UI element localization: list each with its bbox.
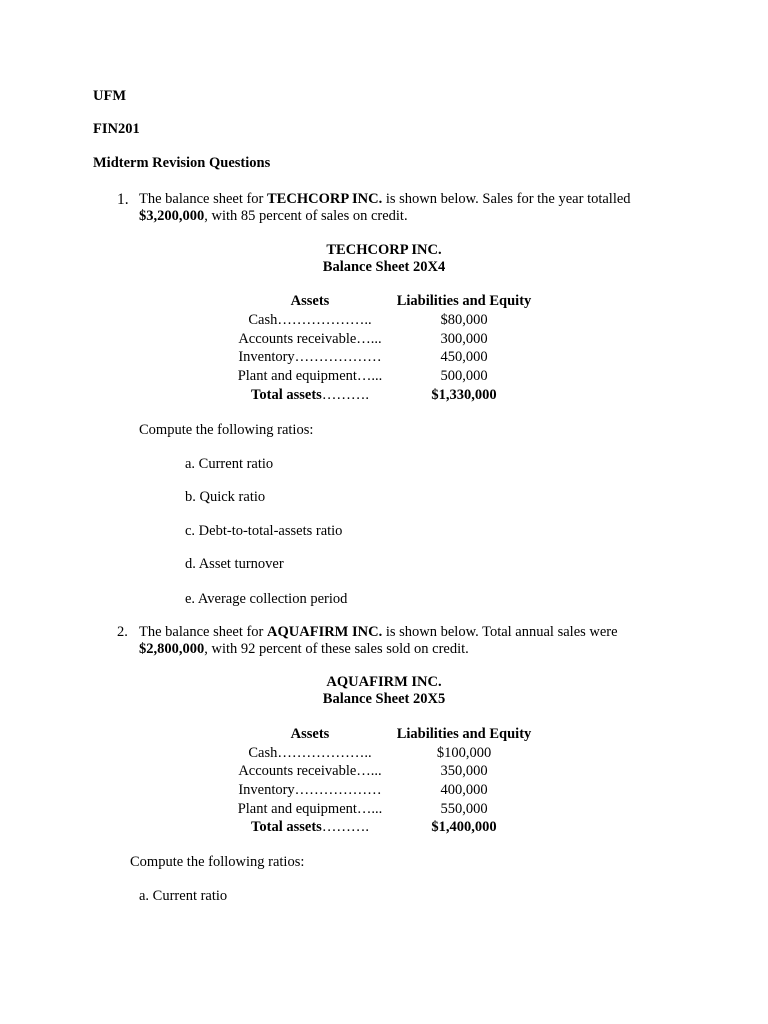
q1-row-label: Accounts receivable…... xyxy=(238,331,382,347)
q1-company: TECHCORP INC. xyxy=(267,191,383,207)
q1-row-value: 450,000 xyxy=(440,349,488,365)
q1-text-post: , with 85 percent of sales on credit. xyxy=(204,208,408,224)
q2-company: AQUAFIRM INC. xyxy=(267,624,383,640)
q2-text-mid: is shown below. Total annual sales were xyxy=(382,624,618,640)
q2-row-value: $100,000 xyxy=(436,745,492,761)
q1-sheet-title: TECHCORP INC. xyxy=(326,242,442,258)
q1-row-label: Plant and equipment…... xyxy=(237,368,383,384)
q2-row-value: 550,000 xyxy=(440,801,488,817)
q1-total-label: Total assets xyxy=(251,387,322,403)
q1-row-label: Cash……………….. xyxy=(248,312,372,328)
q2-amount: $2,800,000 xyxy=(139,641,205,657)
q2-row-label: Accounts receivable…... xyxy=(238,763,382,779)
question-2-number: 2. xyxy=(117,624,128,640)
course-code: FIN201 xyxy=(93,121,140,137)
q1-item: e. Average collection period xyxy=(185,591,348,607)
course-org: UFM xyxy=(93,88,127,104)
q2-item: a. Current ratio xyxy=(139,888,228,904)
document-title: Midterm Revision Questions xyxy=(93,155,271,171)
q1-text-pre: The balance sheet for xyxy=(139,191,268,207)
q1-item: d. Asset turnover xyxy=(185,556,284,572)
q1-col-liabilities: Liabilities and Equity xyxy=(396,293,532,309)
question-1-number: 1. xyxy=(117,191,129,208)
q2-sheet-subtitle: Balance Sheet 20X5 xyxy=(322,691,446,707)
q1-sheet-subtitle: Balance Sheet 20X4 xyxy=(322,259,446,275)
q2-row-label: Plant and equipment…... xyxy=(237,801,383,817)
q2-text-pre: The balance sheet for xyxy=(139,624,268,640)
q1-item: b. Quick ratio xyxy=(185,489,266,505)
q1-item: a. Current ratio xyxy=(185,456,274,472)
q1-row-label: Inventory……………… xyxy=(238,349,382,365)
q1-total-dots: ………. xyxy=(321,387,369,403)
q2-total-row xyxy=(210,819,410,836)
q1-row-value: 500,000 xyxy=(440,368,488,384)
question-1-text xyxy=(139,191,699,225)
q2-total-value: $1,400,000 xyxy=(431,819,497,835)
q2-prompt: Compute the following ratios: xyxy=(130,854,305,870)
q2-col-liabilities: Liabilities and Equity xyxy=(396,726,532,742)
q1-row-value: 300,000 xyxy=(440,331,488,347)
q1-amount: $3,200,000 xyxy=(139,208,205,224)
q2-total-dots: ………. xyxy=(321,819,369,835)
q1-text-mid: is shown below. Sales for the year totalled xyxy=(382,191,631,207)
q1-total-value: $1,330,000 xyxy=(431,387,497,403)
q1-item: c. Debt-to-total-assets ratio xyxy=(185,523,343,539)
q2-text-post: , with 92 percent of these sales sold on credit. xyxy=(204,641,469,657)
question-2-text xyxy=(139,624,699,658)
q1-prompt: Compute the following ratios: xyxy=(139,422,314,438)
q2-row-value: 350,000 xyxy=(440,763,488,779)
q1-total-row xyxy=(210,387,410,404)
q2-total-label: Total assets xyxy=(251,819,322,835)
q1-col-assets: Assets xyxy=(290,293,330,309)
q2-sheet-title: AQUAFIRM INC. xyxy=(326,674,442,690)
q2-row-label: Inventory……………… xyxy=(238,782,382,798)
q2-col-assets: Assets xyxy=(290,726,330,742)
q2-row-value: 400,000 xyxy=(440,782,488,798)
q1-row-value: $80,000 xyxy=(440,312,488,328)
q2-row-label: Cash……………….. xyxy=(248,745,372,761)
